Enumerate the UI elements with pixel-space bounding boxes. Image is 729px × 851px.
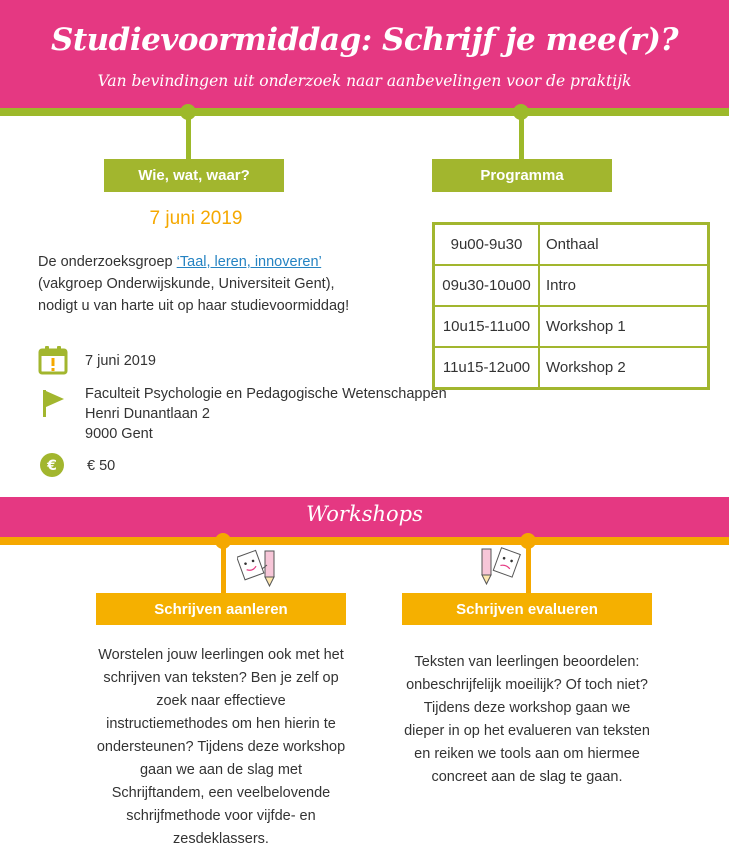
event-location: [85, 384, 447, 444]
pencil-paper-icon: [476, 545, 522, 587]
schedule-time: 9u00-9u30: [434, 224, 540, 266]
location-line: Henri Dunantlaan 2: [85, 406, 210, 422]
workshop-label: Schrijven evalueren: [402, 593, 652, 625]
schedule-activity: Intro: [539, 265, 709, 306]
table-row: [434, 347, 709, 389]
schedule-activity: Onthaal: [539, 224, 709, 266]
intro-text: De onderzoeksgroep: [38, 254, 177, 270]
intro-paragraph: [38, 251, 378, 317]
workshop-label: Schrijven aanleren: [96, 593, 346, 625]
flag-icon: [40, 388, 66, 418]
connector-line: [221, 545, 226, 595]
schedule-time: 10u15-11u00: [434, 306, 540, 347]
workshop-description: Teksten van leerlingen beoordelen: onbeschrijfelijk moeilijk? Of toch niet? Tijdens deze workshop gaan we dieper in op het evalueren van teksten en reiken we tools aan om hiermee concreet aan de slag te gaan.: [404, 654, 650, 785]
workshops-title: Workshops: [306, 502, 423, 526]
header-banner: [0, 0, 729, 108]
schedule-activity: Workshop 2: [539, 347, 709, 389]
info-label: Wie, wat, waar?: [104, 159, 284, 192]
calendar-icon: [38, 345, 68, 375]
schedule-activity: Workshop 1: [539, 306, 709, 347]
location-line: Faculteit Psychologie en Pedagogische Wetenschappen: [85, 386, 447, 402]
connector-line: [526, 545, 531, 595]
workshops-banner: [0, 497, 729, 537]
schedule-time: 11u15-12u00: [434, 347, 540, 389]
schedule-table: [432, 222, 710, 390]
connector-line: [519, 116, 524, 161]
event-price: € 50: [87, 458, 116, 474]
location-line: 9000 Gent: [85, 426, 153, 442]
event-date: 7 juni 2019: [85, 353, 156, 369]
date-highlight: 7 juni 2019: [149, 208, 243, 229]
table-row: [434, 306, 709, 347]
programma-label: Programma: [432, 159, 612, 192]
connector-line: [186, 116, 191, 161]
workshops-divider: [0, 537, 729, 545]
header-divider: [0, 108, 729, 116]
page-subtitle: Van bevindingen uit onderzoek naar aanbevelingen voor de praktijk: [97, 72, 632, 90]
intro-text: (vakgroep Onderwijskunde, Universiteit Gent), nodigt u van harte uit op haar studievoormiddag!: [38, 276, 350, 314]
table-row: [434, 265, 709, 306]
pencil-paper-icon: [237, 547, 283, 589]
schedule-time: 09u30-10u00: [434, 265, 540, 306]
table-row: [434, 224, 709, 266]
page-title: Studievoormiddag: Schrijf je mee(r)?: [50, 22, 679, 58]
workshop-description: Worstelen jouw leerlingen ook met het schrijven van teksten? Ben je zelf op zoek naar effectieve instructiemethodes om hen hierin te ondersteunen? Tijdens deze workshop gaan we aan de slag met Schrijftandem, een veelbelovende schrijfmethode voor vijfde- en zesdeklassers.: [96, 647, 346, 847]
research-group-link[interactable]: ‘Taal, leren, innoveren’: [176, 254, 322, 270]
svg-text:€: €: [47, 458, 57, 474]
euro-icon: [39, 452, 65, 478]
